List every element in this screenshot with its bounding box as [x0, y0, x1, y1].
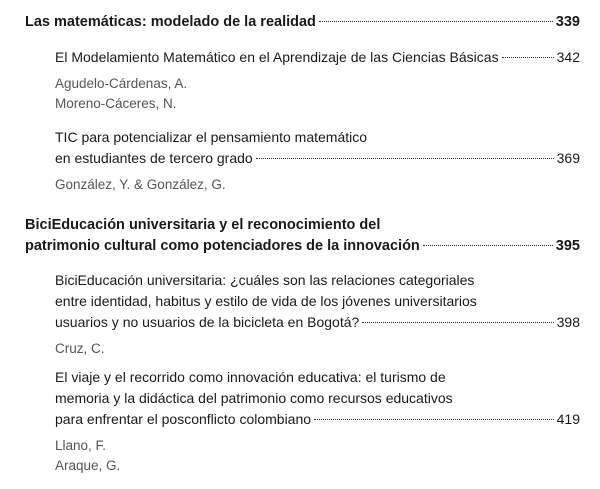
toc-article-title-line	[55, 127, 580, 148]
article-title: El viaje y el recorrido como innovación educativa: el turismo de	[55, 369, 446, 385]
toc-article-1[interactable]	[55, 47, 580, 114]
toc-article-title-line	[55, 148, 580, 169]
section-title: patrimonio cultural como potenciadores de la innovación	[25, 238, 420, 254]
toc-article-title-line	[55, 367, 580, 388]
article-title: entre identidad, habitus y estilo de vida de los jóvenes universitarios	[55, 293, 477, 309]
toc-article-title-line	[55, 388, 580, 409]
toc-article-title-line	[55, 409, 580, 430]
toc-article-3[interactable]	[55, 270, 580, 359]
toc-article-title-line	[55, 291, 580, 312]
article-title: en estudiantes de tercero grado	[55, 150, 253, 166]
page-number: 342	[556, 49, 580, 65]
article-author: Llano, F.	[55, 438, 107, 453]
page-number: 395	[555, 238, 580, 254]
page-number: 339	[555, 14, 580, 30]
dot-leader	[502, 57, 554, 58]
article-title: memoria y la didáctica del patrimonio como recursos educativos	[55, 390, 453, 406]
article-author: Cruz, C.	[55, 341, 105, 356]
toc-article-title-line	[55, 312, 580, 333]
article-author: Araque, G.	[55, 458, 121, 473]
article-title: TIC para potencializar el pensamiento matemático	[55, 129, 368, 145]
dot-leader	[314, 419, 554, 420]
toc-section-1[interactable]	[25, 12, 580, 33]
toc-article-title-line	[55, 270, 580, 291]
section-title: BiciEducación universitaria y el reconocimiento del	[25, 217, 381, 233]
page-number: 419	[556, 411, 580, 427]
article-author: González, Y. & González, G.	[55, 177, 226, 192]
dot-leader	[423, 245, 553, 246]
toc-article-title-line	[55, 47, 580, 68]
article-author: Moreno-Cáceres, N.	[55, 96, 177, 111]
article-author: Agudelo-Cárdenas, A.	[55, 76, 188, 91]
article-title: usuarios y no usuarios de la bicicleta en Bogotá?	[55, 314, 360, 330]
article-title: para enfrentar el posconflicto colombiano	[55, 411, 312, 427]
section-title: Las matemáticas: modelado de la realidad	[25, 14, 316, 30]
toc-section-title-line	[25, 12, 580, 33]
dot-leader	[256, 158, 554, 159]
article-title: BiciEducación universitaria: ¿cuáles son las relaciones categoriales	[55, 272, 475, 288]
toc-section-title-line	[25, 236, 580, 257]
toc-section-title-line	[25, 215, 580, 236]
toc-article-4[interactable]	[55, 367, 580, 476]
page-number: 398	[556, 314, 580, 330]
article-title: El Modelamiento Matemático en el Aprendizaje de las Ciencias Básicas	[55, 49, 499, 65]
toc-section-2[interactable]	[25, 215, 580, 257]
page-number: 369	[556, 150, 580, 166]
toc-article-2[interactable]	[55, 127, 580, 195]
dot-leader	[362, 322, 553, 323]
dot-leader	[319, 21, 553, 22]
